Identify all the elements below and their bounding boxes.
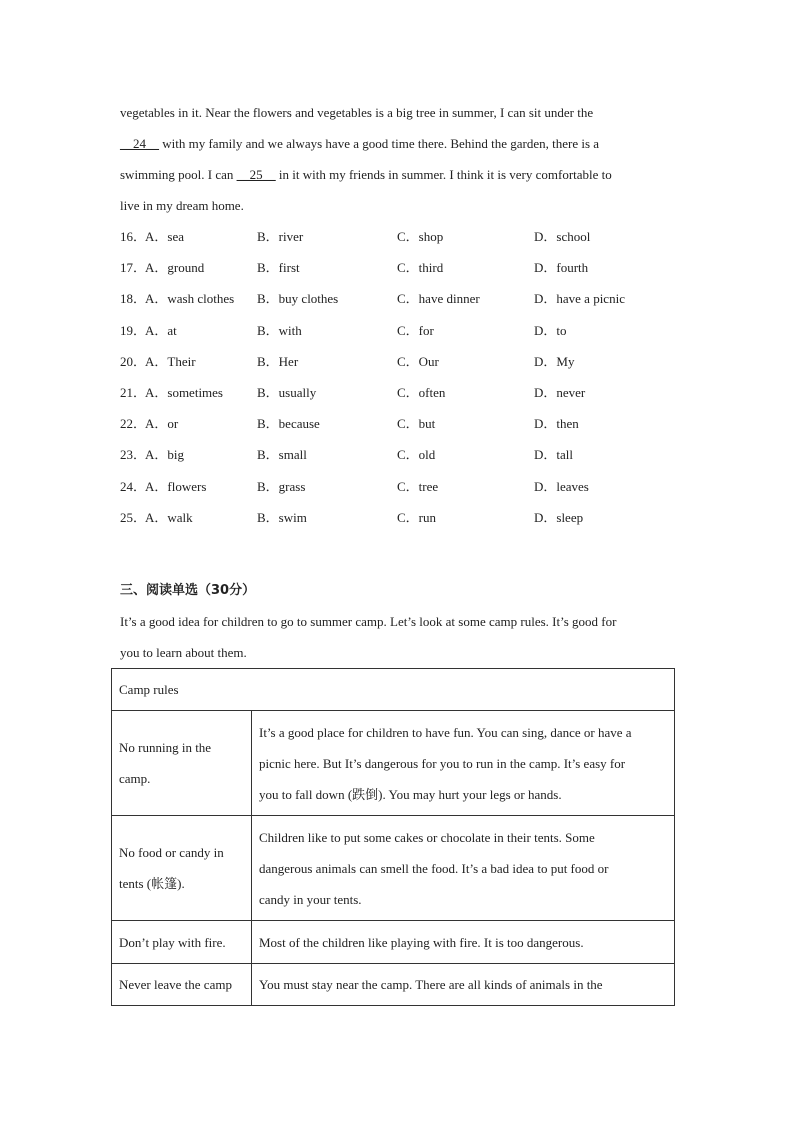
option-a: A．big: [145, 447, 185, 463]
option-d: D．then: [534, 416, 579, 432]
description-line: candy in your tents.: [259, 891, 362, 907]
option-a: A．sea: [145, 229, 184, 244]
rule-line: tents (帐篷).: [119, 876, 185, 891]
option-c: C．shop: [397, 229, 444, 244]
option-a: A．Their: [145, 353, 196, 369]
option-c: C．run: [397, 509, 437, 525]
option-d: D．My: [534, 353, 575, 369]
option-a: A．ground: [145, 260, 205, 276]
rule-line: Don’t play with fire.: [119, 934, 226, 950]
passage-line-2: [120, 128, 680, 159]
table-row: [112, 816, 675, 921]
option-a: A．wash clothes: [145, 291, 235, 307]
option-d: D．never: [534, 384, 586, 400]
rule-line: No running in the: [119, 740, 212, 755]
option-d: D．school: [534, 229, 591, 244]
option-b: B．grass: [257, 478, 306, 494]
option-c: C．often: [397, 384, 446, 400]
table-header-row: [112, 669, 675, 711]
table-row: [112, 711, 675, 816]
option-a: A．at: [145, 322, 177, 338]
option-b: B．buy clothes: [257, 291, 339, 307]
table-row: [112, 921, 675, 964]
rule-line: camp.: [119, 771, 151, 786]
option-d: D．leaves: [534, 478, 589, 494]
option-b: B．because: [257, 416, 320, 432]
option-b: B．small: [257, 447, 307, 463]
option-b: B．usually: [257, 384, 317, 400]
description-line: You must stay near the camp. There are all kinds of animals in the: [259, 977, 603, 992]
rule-cell: [112, 816, 252, 921]
option-b: B．swim: [257, 509, 307, 525]
option-c: C．third: [397, 260, 444, 276]
rule-cell: [112, 964, 252, 1006]
section-title: 三、阅读单选（30分）: [120, 583, 256, 598]
description-line: dangerous animals can smell the food. It’s a bad idea to put food or: [259, 860, 609, 876]
description-cell: [252, 711, 675, 816]
description-cell: [252, 816, 675, 921]
question-number: 17．: [120, 260, 147, 276]
table-header: Camp rules: [112, 669, 675, 711]
option-d: D．sleep: [534, 509, 584, 525]
question-options-list: [120, 221, 680, 533]
table-row: [112, 964, 675, 1006]
rule-line: No food or candy in: [119, 845, 224, 860]
description-line: It’s a good place for children to have fun. You can sing, dance or have a: [259, 724, 632, 740]
option-d: D．have a picnic: [534, 291, 625, 307]
description-line: Children like to put some cakes or chocolate in their tents. Some: [259, 829, 595, 845]
passage-line-2-text: with my family and we always have a good time there. Behind the garden, there is a: [159, 136, 600, 151]
question-number: 19．: [120, 322, 147, 338]
option-a: A．flowers: [145, 478, 207, 494]
question-number: 16．: [120, 229, 147, 244]
rule-line: Never leave the camp: [119, 977, 232, 992]
passage-line-3-pre: swimming pool. I can: [120, 167, 237, 182]
description-line: you to fall down (跌倒). You may hurt your legs or hands.: [259, 786, 562, 802]
description-cell: [252, 964, 675, 1006]
option-a: A．walk: [145, 509, 193, 525]
question-number: 23．: [120, 447, 147, 463]
intro-line-1: It’s a good idea for children to go to summer camp. Let’s look at some camp rules. It’s good for: [120, 614, 617, 629]
option-c: C．old: [397, 447, 436, 463]
question-row: [120, 346, 680, 377]
option-a: A．sometimes: [145, 384, 223, 400]
blank-25: __25__: [236, 167, 276, 182]
option-a: A．or: [145, 416, 179, 432]
question-row: [120, 377, 680, 408]
question-row: [120, 283, 680, 314]
question-number: 25．: [120, 509, 147, 525]
rule-cell: [112, 711, 252, 816]
question-number: 22．: [120, 416, 147, 432]
question-row: [120, 252, 680, 283]
passage-line-4: live in my dream home.: [120, 198, 244, 213]
option-b: B．with: [257, 322, 302, 338]
camp-rules-table: [111, 668, 675, 1006]
description-line: Most of the children like playing with fire. It is too dangerous.: [259, 934, 584, 950]
reading-intro: [120, 606, 680, 668]
option-c: C．tree: [397, 478, 439, 494]
question-row: [120, 439, 680, 470]
option-c: C．have dinner: [397, 291, 480, 307]
question-number: 18．: [120, 291, 147, 307]
passage-line-1: vegetables in it. Near the flowers and vegetables is a big tree in summer, I can sit under the: [120, 105, 594, 120]
rule-cell: [112, 921, 252, 964]
question-row: [120, 502, 680, 533]
blank-24: __24__: [120, 136, 159, 151]
question-number: 24．: [120, 478, 147, 494]
question-row: [120, 408, 680, 439]
option-d: D．to: [534, 322, 567, 338]
question-number: 20．: [120, 353, 147, 369]
question-row: [120, 471, 680, 502]
question-row: [120, 315, 680, 346]
description-line: picnic here. But It’s dangerous for you to run in the camp. It’s easy for: [259, 755, 626, 771]
option-b: B．first: [257, 260, 300, 276]
option-d: D．fourth: [534, 260, 589, 276]
cloze-passage: [120, 97, 680, 221]
question-row: [120, 221, 680, 252]
option-c: C．for: [397, 322, 434, 338]
question-number: 21．: [120, 384, 147, 400]
option-b: B．river: [257, 229, 304, 244]
option-c: C．but: [397, 416, 436, 432]
passage-line-3: [120, 159, 680, 190]
intro-line-2: you to learn about them.: [120, 645, 247, 660]
description-cell: [252, 921, 675, 964]
option-c: C．Our: [397, 353, 439, 369]
passage-line-3-text: in it with my friends in summer. I think it is very comfortable to: [275, 167, 612, 182]
option-b: B．Her: [257, 353, 299, 369]
option-d: D．tall: [534, 447, 573, 463]
